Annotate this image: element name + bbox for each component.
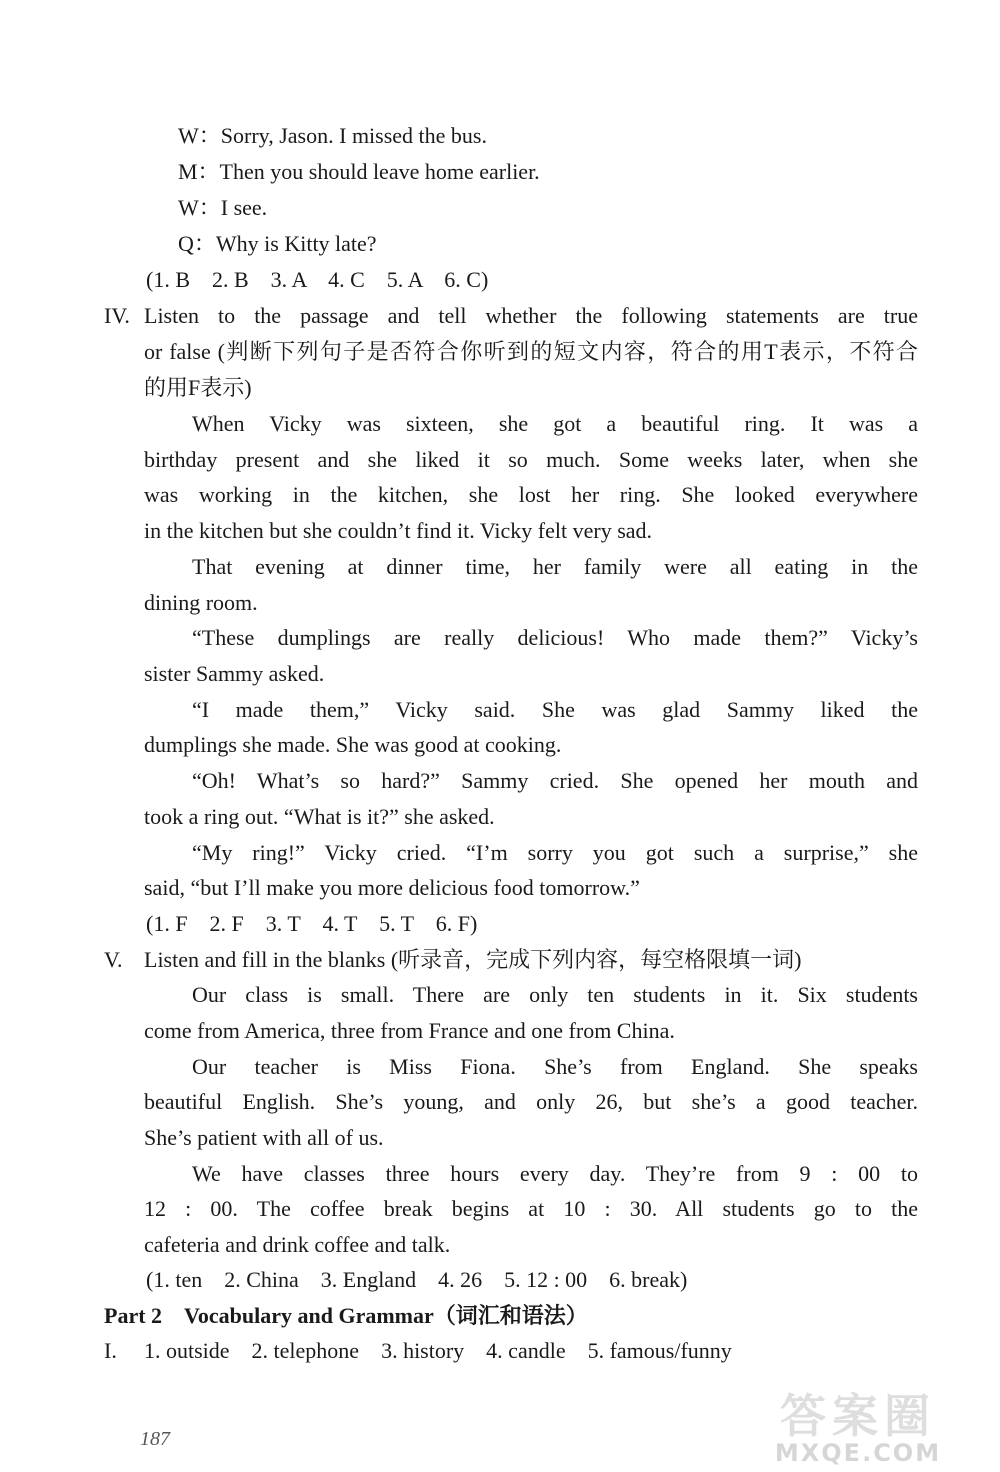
section-iv-instruction: or false (判断下列句子是否符合你听到的短文内容，符合的用T表示，不符合 — [144, 339, 918, 364]
passage-line: When Vicky was sixteen, she got a beautiful ring. It was a — [192, 411, 918, 436]
watermark-text: 答案圈 — [780, 1389, 936, 1443]
watermark-url: MXQE.COM — [774, 1439, 942, 1467]
section-iv-instruction: 的用F表示) — [144, 375, 252, 400]
watermark-logo — [738, 1389, 978, 1468]
section-v-number: V. — [104, 947, 123, 972]
passage-line: “These dumplings are really delicious! Who made them?” Vicky’s — [192, 625, 918, 650]
passage-line: was working in the kitchen, she lost her ring. She looked everywhere — [144, 482, 918, 507]
passage-line: dumplings she made. She was good at cooking. — [144, 732, 562, 757]
passage-line: 12 : 00. The coffee break begins at 10 : 30. All students go to the — [144, 1196, 918, 1221]
dialogue-line: Q：Why is Kitty late? — [178, 231, 377, 256]
answers-section-iv: (1. F 2. F 3. T 4. T 5. T 6. F) — [146, 911, 478, 936]
page-number: 187 — [140, 1428, 170, 1450]
answers-section-3: (1. B 2. B 3. A 4. C 5. A 6. C) — [146, 267, 489, 292]
dialogue-line: W：Sorry, Jason. I missed the bus. — [178, 123, 487, 148]
dialogue-line: M：Then you should leave home earlier. — [178, 159, 540, 184]
passage-line: She’s patient with all of us. — [144, 1125, 384, 1150]
passage-line: in the kitchen but she couldn’t find it. Vicky felt very sad. — [144, 518, 653, 543]
passage-line: beautiful English. She’s young, and only 26, but she’s a good teacher. — [144, 1089, 918, 1114]
passage-line: dining room. — [144, 590, 258, 615]
section-v-instruction: Listen and fill in the blanks (听录音，完成下列内容，每空格限填一词) — [144, 947, 802, 972]
passage-line: took a ring out. “What is it?” she asked. — [144, 804, 495, 829]
passage-line: Our class is small. There are only ten students in it. Six students — [192, 982, 918, 1007]
part2-heading: Part 2 Vocabulary and Grammar（词汇和语法） — [104, 1303, 588, 1328]
passage-line: We have classes three hours every day. They’re from 9 : 00 to — [192, 1161, 918, 1186]
passage-line: said, “but I’ll make you more delicious food tomorrow.” — [144, 875, 640, 900]
passage-line: sister Sammy asked. — [144, 661, 325, 686]
section-iv-instruction: Listen to the passage and tell whether the following statements are true — [144, 303, 918, 328]
passage-line: come from America, three from France and one from China. — [144, 1018, 675, 1043]
passage-line: cafeteria and drink coffee and talk. — [144, 1232, 451, 1257]
passage-line: “My ring!” Vicky cried. “I’m sorry you got such a surprise,” she — [192, 840, 918, 865]
passage-line: Our teacher is Miss Fiona. She’s from England. She speaks — [192, 1054, 918, 1079]
part2-item-number: I. — [104, 1338, 117, 1363]
passage-line: “Oh! What’s so hard?” Sammy cried. She opened her mouth and — [192, 768, 918, 793]
dialogue-line: W：I see. — [178, 195, 268, 220]
answers-section-v: (1. ten 2. China 3. England 4. 26 5. 12 : 00 6. break) — [146, 1267, 688, 1292]
passage-line: birthday present and she liked it so much. Some weeks later, when she — [144, 447, 918, 472]
part2-answers: 1. outside 2. telephone 3. history 4. candle 5. famous/funny — [144, 1338, 732, 1363]
passage-line: “I made them,” Vicky said. She was glad Sammy liked the — [192, 697, 918, 722]
section-iv-number: IV. — [104, 303, 130, 328]
passage-line: That evening at dinner time, her family were all eating in the — [192, 554, 918, 579]
